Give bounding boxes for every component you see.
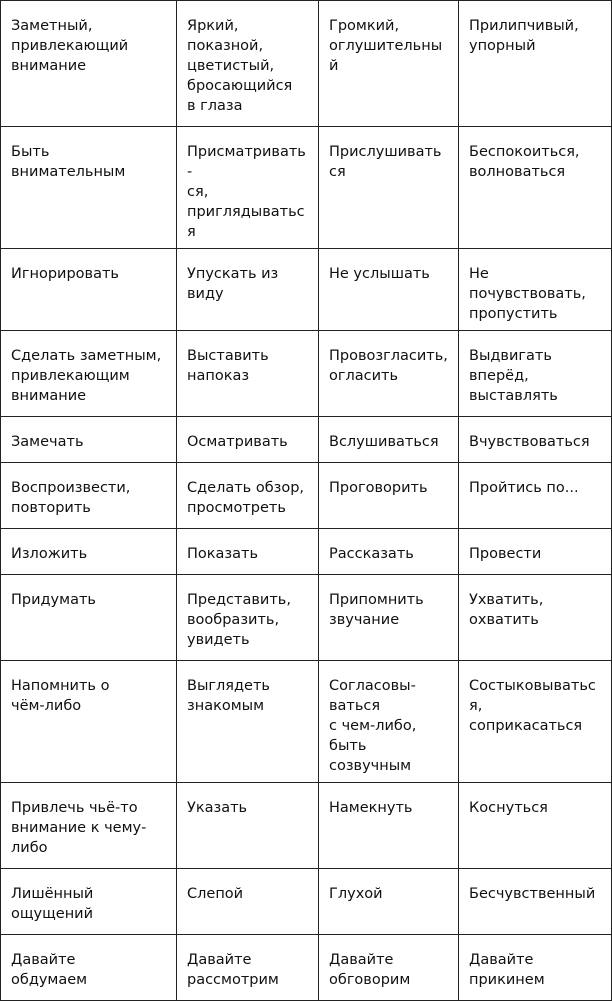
table-cell: Лишённый ощущений bbox=[1, 869, 177, 935]
table-cell: Давайте обговорим bbox=[319, 935, 459, 1001]
table-cell: Сделать заметным, привлекающим внимание bbox=[1, 331, 177, 417]
table-cell: Беспокоиться, волноваться bbox=[459, 127, 612, 249]
table-cell: Согласовы- ваться с чем-либо, быть созвучным bbox=[319, 661, 459, 783]
table-cell: Яркий, показной, цветистый, бросающийся в глаза bbox=[177, 1, 319, 127]
table-cell: Пройтись по... bbox=[459, 463, 612, 529]
table-row bbox=[1, 935, 612, 1001]
table-cell: Быть внимательным bbox=[1, 127, 177, 249]
table-row bbox=[1, 529, 612, 575]
table-cell: Глухой bbox=[319, 869, 459, 935]
table-cell: Присматривать- ся, приглядываться bbox=[177, 127, 319, 249]
table-row bbox=[1, 869, 612, 935]
table-cell: Представить, вообразить, увидеть bbox=[177, 575, 319, 661]
table-cell: Игнорировать bbox=[1, 249, 177, 331]
table-row bbox=[1, 417, 612, 463]
table-row bbox=[1, 249, 612, 331]
table-cell: Давайте прикинем bbox=[459, 935, 612, 1001]
table-cell: Сделать обзор, просмотреть bbox=[177, 463, 319, 529]
table-cell: Изложить bbox=[1, 529, 177, 575]
table-cell: Рассказать bbox=[319, 529, 459, 575]
table-row bbox=[1, 127, 612, 249]
table-cell: Указать bbox=[177, 783, 319, 869]
table-cell: Коснуться bbox=[459, 783, 612, 869]
table-cell: Давайте обдумаем bbox=[1, 935, 177, 1001]
table-cell: Слепой bbox=[177, 869, 319, 935]
table-cell: Замечать bbox=[1, 417, 177, 463]
table-cell: Состыковываться, соприкасаться bbox=[459, 661, 612, 783]
table-cell: Показать bbox=[177, 529, 319, 575]
table-cell: Припомнить звучание bbox=[319, 575, 459, 661]
table-cell: Бесчувственный bbox=[459, 869, 612, 935]
table-cell: Напомнить о чём-либо bbox=[1, 661, 177, 783]
table-cell: Прислушиваться bbox=[319, 127, 459, 249]
table-row bbox=[1, 783, 612, 869]
table-cell: Воспроизвести, повторить bbox=[1, 463, 177, 529]
table-cell: Давайте рассмотрим bbox=[177, 935, 319, 1001]
table-row bbox=[1, 575, 612, 661]
table-cell: Не услышать bbox=[319, 249, 459, 331]
table-cell: Вчувствоваться bbox=[459, 417, 612, 463]
table-cell: Намекнуть bbox=[319, 783, 459, 869]
table-cell: Прилипчивый, упорный bbox=[459, 1, 612, 127]
table-cell: Проговорить bbox=[319, 463, 459, 529]
table-cell: Вслушиваться bbox=[319, 417, 459, 463]
table-cell: Осматривать bbox=[177, 417, 319, 463]
table-cell: Не почувствовать, пропустить bbox=[459, 249, 612, 331]
table-cell: Придумать bbox=[1, 575, 177, 661]
table-cell: Привлечь чьё-то внимание к чему- либо bbox=[1, 783, 177, 869]
table-cell: Ухватить, охватить bbox=[459, 575, 612, 661]
table-cell: Выглядеть знакомым bbox=[177, 661, 319, 783]
table-row bbox=[1, 661, 612, 783]
table-cell: Упускать из виду bbox=[177, 249, 319, 331]
table-cell: Выдвигать вперёд, выставлять bbox=[459, 331, 612, 417]
table-row bbox=[1, 1, 612, 127]
table-cell: Громкий, оглушительный bbox=[319, 1, 459, 127]
table-row bbox=[1, 331, 612, 417]
table-cell: Выставить напоказ bbox=[177, 331, 319, 417]
table-cell: Заметный, привлекающий внимание bbox=[1, 1, 177, 127]
table-row bbox=[1, 463, 612, 529]
table-cell: Провести bbox=[459, 529, 612, 575]
table-cell: Провозгласить, огласить bbox=[319, 331, 459, 417]
